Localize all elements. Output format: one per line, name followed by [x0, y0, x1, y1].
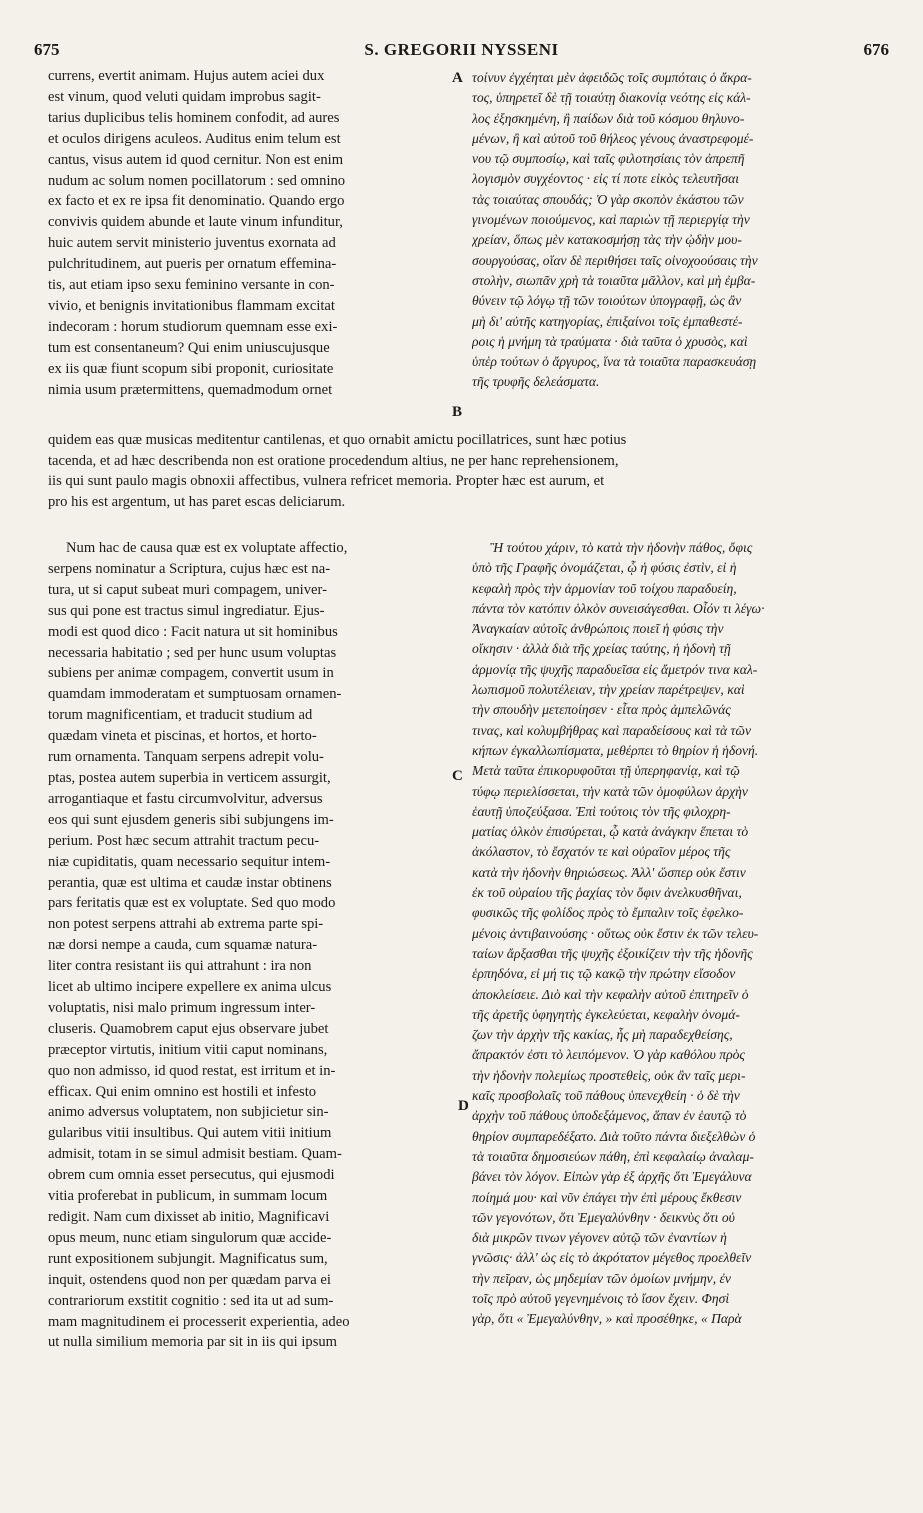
text-line: θύνειν τῷ λόγῳ τῇ τῶν τοιούτων ὑπογραφῇ, ὡς ἂν	[472, 293, 742, 309]
running-title: S. GREGORII NYSSENI	[364, 40, 559, 59]
text-line: σουργούσας, οἵαν δὲ περιθήσει ταῖς οἰνοχοούσαις τὴν	[472, 252, 758, 268]
greek-column-top	[472, 68, 872, 393]
text-line: ἁρμονίᾳ τῆς ψυχῆς παραδυεῖσα εἰς ἄμετρόν τινα καλ-	[472, 661, 758, 677]
text-line: θηρίον συμπαρεδέξατο. Διὰ τοῦτο πάντα διεξελθὼν ὁ	[472, 1128, 756, 1144]
text-line: nimia usum prætermittens, quemadmodum ornet	[48, 381, 333, 398]
text-line: admisit, totam in se simul admisit bestiam. Quam-	[48, 1146, 342, 1163]
text-line: cluseris. Quamobrem caput ejus observare jubet	[48, 1020, 329, 1037]
text-line: ex iis quæ fiunt scopum sibi proponit, curiositate	[48, 360, 334, 377]
text-line: vitia proferebat in publicum, in summam locum	[48, 1188, 328, 1205]
text-line: efficax. Qui enim omnino est hostili et infesto	[48, 1083, 317, 1100]
text-line: γινομένων ποιούμενος, καὶ παριὼν τῇ περιεργίᾳ τὴν	[472, 212, 750, 228]
text-line: Ἀναγκαίαν αὐτοῖς ἀνθρώποις ποιεῖ ἡ φύσις τὴν	[472, 621, 724, 637]
latin-full-width-block	[48, 430, 873, 512]
text-line: præceptor virtutis, initium vitii caput nominans,	[48, 1041, 328, 1058]
text-line: ζων τὴν ἀρχὴν τῆς κακίας, ἧς μὴ παραδεχθείσης,	[472, 1027, 733, 1043]
text-line: πάντα τὸν κατόπιν ὁλκὸν συνεισάγεσθαι. Οἷόν τι λέγω·	[472, 600, 765, 616]
text-line: currens, evertit animam. Hujus autem aciei dux	[48, 68, 325, 84]
text-line: opus meum, nunc etiam singulorum quæ accide-	[48, 1229, 332, 1246]
text-line: ἄπρακτόν ἐστι τὸ λειπόμενον. Ὁ γὰρ καθόλου πρὸς	[472, 1047, 745, 1063]
text-line: tacenda, et ad hæc describenda non est oratione procedendum altius, ne per hanc reprehensionem,	[48, 452, 619, 469]
section-marker-b: B	[452, 404, 463, 420]
text-line: ἑαυτῇ ὑποζεύξασα. Ἐπὶ τούτοις τὸν τῆς φιλοχρη-	[472, 803, 731, 819]
text-line: mam magnitudinem ei processerit experientia, adeo	[48, 1313, 350, 1330]
page-number-left: 675	[34, 40, 60, 59]
text-line: gularibus vitii insultibus. Qui autem vitii initium	[48, 1125, 332, 1142]
text-line: nudum ac solum nomen pocillatorum : sed omnino	[48, 172, 346, 189]
text-line: κατὰ τὴν ἡδονὴν θηριώσεως. Ἀλλ' ὥσπερ οὐκ ἔστιν	[472, 864, 746, 880]
section-marker-c: C	[452, 768, 463, 784]
text-line: et oculos dirigens aculeos. Auditus enim telum est	[48, 130, 341, 147]
text-line: pulchritudinem, aut pueris per ornatum effemina-	[48, 256, 337, 273]
text-line: quidem eas quæ musicas meditentur cantilenas, et quo ornabit amictu pocillatrices, sunt hæc potius	[48, 432, 627, 448]
text-line: ex facto et ex re ipsa fit denominatio. Quando ergo	[48, 193, 345, 210]
text-line: convivis quidem abunde et laute vinum infunditur,	[48, 214, 343, 231]
text-line: sus qui pone est tractus simul ingrediatur. Ejus-	[48, 602, 325, 619]
text-line: pars feritatis quæ est ex voluptate. Sed quo modo	[48, 895, 336, 912]
text-line: redigit. Nam cum dixisset ab initio, Magnificavi	[48, 1209, 330, 1225]
text-line: γνῶσις· ἀλλ' ὡς εἰς τὸ ἀκρότατον μέγεθος προελθεῖν	[472, 1250, 752, 1266]
text-line: μὴ δι' αὐτῆς κατηγορίας, ἐπιξαίνοι τοῖς ἐμπαθεστέ-	[472, 313, 743, 329]
text-line: runt expositionem subjungit. Magnificatus sum,	[48, 1250, 328, 1267]
text-line: νου τῷ συμποσίῳ, καὶ ταῖς φιλοτησίαις τὸν ἀπρεπῆ	[472, 151, 745, 167]
text-line: τος, ὑπηρετεῖ δὲ τῇ τοιαύτῃ διακονίᾳ νεότης εἰς κάλ-	[472, 90, 751, 106]
text-line: arrogantiaque et fastu circumvolvitur, adversus	[48, 790, 323, 807]
text-line: τῆς ἀρετῆς ὑφηγητὴς ἐγκελεύεται, κεφαλὴν ὀνομά-	[472, 1006, 740, 1022]
text-line: quamdam immoderatam et sumptuosam ornamen-	[48, 686, 342, 703]
text-line: tum est consentaneum? Qui enim uniuscujusque	[48, 339, 330, 356]
text-line: τὴν σπουδὴν μετεποίησεν · εἶτα πρὸς ἀμπελῶνάς	[472, 702, 731, 718]
text-line: iis qui sunt paulo magis obnoxii affectibus, vulnera refricet memoria. Propter hæc est aurum, et	[48, 473, 605, 489]
text-line: καῖς προσβολαῖς τοῦ πάθους ὑπενεχθείη · ὁ δὲ τὴν	[472, 1088, 740, 1104]
text-line: pro his est argentum, ut has paret escas deliciarum.	[48, 493, 346, 510]
text-line: ἑρπηδόνα, εἰ μή τις τῷ κακῷ τὴν πρώτην εἴσοδον	[472, 966, 736, 982]
text-line: τὴν πεῖραν, ὡς μηδεμίαν τῶν ὁμοίων μνήμην, ἐν	[472, 1270, 731, 1286]
text-line: τῆς τρυφῆς δελεάσματα.	[472, 374, 600, 390]
text-line: serpens nominatur a Scriptura, cujus hæc est na-	[48, 560, 331, 577]
text-line: Num hac de causa quæ est ex voluptate affectio,	[66, 540, 348, 556]
page-header	[34, 40, 889, 66]
text-line: ὑπὲρ τούτων ὁ ἄργυρος, ἵνα τὰ τοιαῦτα παρασκευάσῃ	[472, 354, 757, 370]
text-line: ὑπὸ τῆς Γραφῆς ὀνομάζεται, ᾧ ἡ φύσις ἐστὶν, εἰ ἡ	[472, 560, 737, 576]
text-line: quædam vineta et piscinas, et hortos, et horto-	[48, 728, 317, 745]
text-line: μένοις ἀντιβαινούσης · οὕτως οὐκ ἔστιν ἐκ τῶν τελευ-	[472, 925, 759, 941]
text-line: rum ornamenta. Tanquam serpens adrepit volu-	[48, 749, 324, 766]
text-line: modi est quod dico : Facit natura ut sit hominibus	[48, 623, 338, 640]
text-line: διὰ μικρῶν τινων γέγονεν αὐτῷ τῶν ἐναντίων ἡ	[472, 1230, 727, 1246]
text-line: ποίημά μου· καὶ νῦν ἐπάγει τὴν ἐπὶ μέρους ἔκθεσιν	[472, 1189, 742, 1205]
text-line: κήπων ἐγκαλλωπίσματα, μεθέρπει τὸ θηρίον ἡ ἡδονή.	[472, 742, 759, 758]
text-line: λος ἐξησκημένη, ἢ παίδων διὰ τοῦ κόσμου θηλυνο-	[472, 110, 745, 126]
text-line: inquit, ostendens quod non per quædam parva ei	[48, 1271, 331, 1288]
text-line: τὰς τοιαύτας σπουδάς; Ὁ γὰρ σκοπὸν ἑκάστου τῶν	[472, 191, 744, 207]
text-line: τινας, καὶ κολυμβήθρας καὶ παραδείσους καὶ τὰ τῶν	[472, 722, 752, 738]
text-line: φυσικῶς τῆς φολίδος πρὸς τὸ ἔμπαλιν τοῖς ἐφελκο-	[472, 905, 744, 921]
text-line: τὰ τοιαῦτα δημοσιεύων πάθη, ἐπὶ κεφαλαίῳ ἀναλαμ-	[472, 1148, 754, 1164]
text-line: contrariorum exstitit cognitio : sed ita ut ad sum-	[48, 1292, 334, 1309]
text-line: ἀποκλείσειε. Διὸ καὶ τὴν κεφαλὴν αὐτοῦ ἐπιτηρεῖν ὁ	[472, 986, 749, 1002]
text-line: indecoram : horum studiorum quemnam esse exi-	[48, 318, 338, 335]
text-line: næ dorsi nempe a cauda, cum squamæ natura-	[48, 937, 318, 954]
text-line: tura, ut si caput subeat muri compagem, univer-	[48, 581, 327, 598]
text-line: est vinum, quod veluti quidam improbus sagit-	[48, 88, 321, 105]
text-line: χρείαν, ὅπως μὲν κατακοσμήσῃ τὰς τὴν ᾠδὴν μου-	[472, 232, 742, 248]
text-line: τύφῳ περιελίσσεται, τὴν κατὰ τῶν ὁμοφύλων ἀρχὴν	[472, 783, 748, 799]
text-line: quo non admisso, id quod restat, est irritum et in-	[48, 1062, 336, 1079]
text-line: στολὴν, σιωπᾶν χρὴ τὰ τοιαῦτα μᾶλλον, καὶ μὴ ἐμβα-	[472, 272, 756, 288]
section-marker-a: A	[452, 70, 463, 86]
text-line: tarius duplicibus telis hominem confodit, ad aures	[48, 109, 340, 126]
section-marker-d: D	[458, 1098, 469, 1114]
text-line: ροις ἡ μνήμη τὰ τραύματα · διὰ ταῦτα ὁ χρυσὸς, καὶ	[472, 333, 748, 349]
text-line: τὴν ἡδονὴν πολεμίως προστεθεὶς, οὐκ ἂν ταῖς μερι-	[472, 1067, 746, 1083]
text-line: λωπισμοῦ πολυτέλειαν, τὴν χρείαν παρέτρεψεν, καὶ	[472, 682, 745, 698]
text-line: vivio, et benignis invitationibus flammam excitat	[48, 297, 335, 314]
text-line: perantia, quæ est ultima et caudæ instar obtinens	[48, 874, 332, 891]
text-line: ptas, postea autem superbia in verticem assurgit,	[48, 769, 331, 786]
text-line: eos qui sunt ejusdem generis sibi subjungens im-	[48, 811, 334, 828]
text-line: τοῖς πρὸ αὐτοῦ γεγενημένοις τὸ ἴσον ἔχειν. Φησὶ	[472, 1290, 730, 1306]
text-line: torum magnificentiam, et traducit studium ad	[48, 707, 313, 724]
text-line: licet ab ultimo incipere expellere ex anima ulcus	[48, 979, 332, 996]
text-line: niæ cupiditatis, quam necessario sequitur intem-	[48, 853, 331, 870]
text-line: τῶν γεγονότων, ὅτι Ἐμεγαλύνθην · δεικνὺς ὅτι οὐ	[472, 1209, 735, 1225]
text-line: animo adversus voluptatem, non subjicietur sin-	[48, 1104, 329, 1121]
text-line: τοίνυν ἐγχέηται μὲν ἀφειδῶς τοῖς συμπόταις ὁ ἄκρα-	[472, 70, 752, 85]
text-line: ταίων ἄρξασθαι τῆς ψυχῆς ἐξοικίζειν τὴν τῆς ἡδονῆς	[472, 945, 753, 961]
text-line: Ἢ τούτου χάριν, τὸ κατὰ τὴν ἡδονὴν πάθος, ὄφις	[490, 540, 753, 555]
text-line: voluptatis, nisi malo primum ingressum inter-	[48, 999, 316, 1016]
text-line: Μετὰ ταῦτα ἐπικορυφοῦται τῇ ὑπερηφανίᾳ, καὶ τῷ	[472, 763, 740, 779]
text-line: οἴκησιν · ἀλλὰ διὰ τῆς χρείας ταύτης, ἡ ἡδονὴ τῇ	[472, 641, 731, 657]
text-line: necessaria habitatio ; sed per hunc usum voluptas	[48, 644, 337, 661]
text-line: ἀρχὴν τοῦ πάθους ὑποδεξάμενος, ἅπαν ἐν ἑαυτῷ τὸ	[472, 1108, 747, 1124]
text-line: cantus, visus autem id quod cernitur. Non est enim	[48, 151, 344, 168]
page-number-right: 676	[863, 40, 889, 59]
text-line: ut nulla similium memoria par sit in iis qui ipsum	[48, 1334, 338, 1351]
greek-column-bottom	[472, 538, 872, 1330]
text-line: λογισμὸν συγχέοντος · εἰς τί ποτε εἰκὸς τελευτῆσαι	[472, 171, 740, 187]
latin-column-bottom	[48, 538, 446, 1353]
text-line: non potest serpens attrahi ab extrema parte spi-	[48, 916, 324, 933]
text-line: ἀκόλαστον, τὸ ἔσχατόν τε καὶ οὐραῖον μέρος τῆς	[472, 844, 731, 860]
text-line: obrem cum omnia esset persecutus, qui ejusmodi	[48, 1167, 335, 1184]
text-line: κεφαλὴ πρὸς τὴν ἁρμονίαν τοῦ τοίχου παραδυείη,	[472, 580, 737, 596]
text-line: huic autem servit ministerio juventus exornata ad	[48, 235, 336, 252]
text-line: ἐκ τοῦ οὐραίου τῆς ῥαχίας τὸν ὄφιν ἀνελκυσθῆναι,	[472, 885, 742, 901]
text-line: subiens per animæ compagem, convertit usum in	[48, 665, 334, 682]
latin-column-top	[48, 66, 446, 401]
text-line: γὰρ, ὅτι « Ἐμεγαλύνθην, » καὶ προσέθηκε, « Παρὰ	[472, 1311, 742, 1327]
text-line: ματίας ὁλκὸν ἐπισύρεται, ᾧ κατὰ ἀνάγκην ἕπεται τὸ	[472, 824, 749, 840]
text-line: perium. Post hæc secum attrahit tractum pecu-	[48, 832, 320, 849]
text-line: tis, aut etiam ipso sexu feminino versante in con-	[48, 277, 335, 294]
text-line: liter contra resistant iis qui attrahunt : ira non	[48, 958, 312, 975]
text-line: μένων, ἢ καὶ αὐτοῦ τοῦ θήλεος γένους ἀναστρεφομέ-	[472, 130, 754, 146]
text-line: βάνει τὸν λόγον. Εἰπὼν γὰρ ἐξ ἀρχῆς ὅτι Ἐμεγάλυνα	[472, 1169, 752, 1185]
